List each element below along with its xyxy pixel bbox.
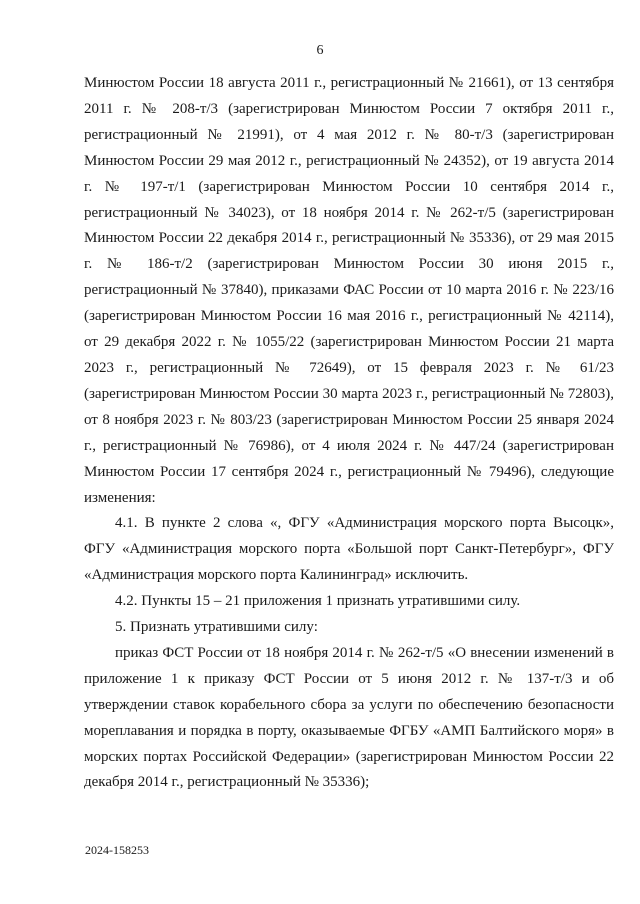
paragraph-5-item: приказ ФСТ России от 18 ноября 2014 г. № 262-т/5 «О внесении изменений в приложение 1 к приказу ФСТ России от 5 июня 2012 г. № 137-т/3 и об утверждении ставок корабельного сбора за услуги по обеспечению безопасности мореплавания и порядка в порту, оказываемые ФГБУ «АМП Балтийского моря» в морских портах Российской Федерации» (зарегистрирован Минюстом России 22 декабря 2014 г., регистрационный № 35336); [84,644,614,791]
paragraph-5: 5. Признать утратившими силу: [115,619,318,636]
paragraph-4-2: 4.2. Пункты 15 – 21 приложения 1 признать утратившими силу. [115,593,521,610]
document-body [84,71,614,796]
paragraph-4-1: 4.1. В пункте 2 слова «, ФГУ «Администрация морского порта Высоцк», ФГУ «Администрация морского порта «Большой порт Санкт-Петербург», ФГУ «Администрация морского порта Калининград» исключить. [84,515,614,584]
document-id: 2024-158253 [85,843,149,857]
paragraph-continuation: Минюстом России 18 августа 2011 г., регистрационный № 21661), от 13 сентября 2011 г. № 208-т/3 (зарегистрирован Минюстом России 7 октября 2011 г., регистрационный № 21991), от 4 мая 2012 г. № 80-т/3 (зарегистрирован Минюстом России 29 мая 2012 г., регистрационный № 24352), от 19 августа 2014 г. № 197-т/1 (зарегистрирован Минюстом России 10 сентября 2014 г., регистрационный № 34023), от 18 ноября 2014 г. № 262-т/5 (зарегистрирован Минюстом России 22 декабря 2014 г., регистрационный № 35336), от 29 мая 2015 г. № 186-т/2 (зарегистрирован Минюстом России 30 июня 2015 г., регистрационный № 37840), приказами ФАС России от 10 марта 2016 г. № 223/16 (зарегистрирован Минюстом России 16 мая 2016 г., регистрационный № 42114), от 29 декабря 2022 г. № 1055/22 (зарегистрирован Минюстом России 21 марта 2023 г., регистрационный № 72649), от 15 февраля 2023 г. № 61/23 (зарегистрирован Минюстом России 30 марта 2023 г., регистрационный № 72803), от 8 ноября 2023 г. № 803/23 (зарегистрирован Минюстом России 25 января 2024 г., регистрационный № 76986), от 4 июля 2024 г. № 447/24 (зарегистрирован Минюстом России 17 сентября 2024 г., регистрационный № 79496), следующие изменения: [84,75,614,506]
page-number: 6 [316,43,324,58]
